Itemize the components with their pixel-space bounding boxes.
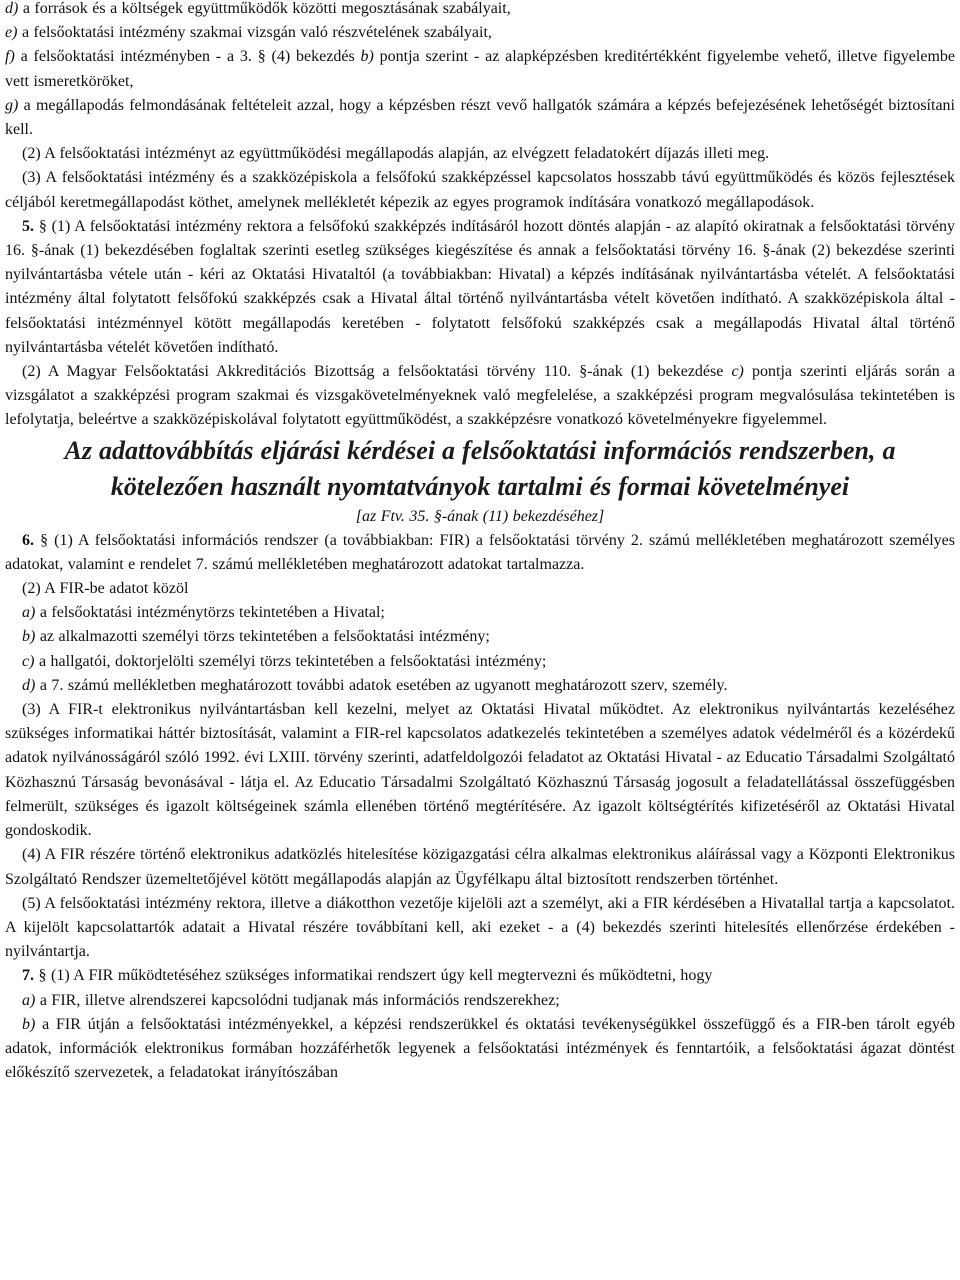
list-item-a2: [5, 989, 955, 1013]
list-item-text: a források és a költségek együttműködők közötti megosztásának szabályait,: [18, 0, 511, 17]
paragraph-text: § (1) A felsőoktatási intézmény rektora a felsőfokú szakképzés indításáról hozott döntés alapján - az alapító okiratnak a felsőoktatási törvény 16. §-ának (1) bekezdésében foglaltak szerinti esetleg szükséges kiegészítése és annak a felsőoktatási törvény 16. §-ának (2) bekezdése szerinti nyilvántartásba vétele után - kéri az Oktatási Hivataltól (a továbbiakban: Hivatal) a képzés indításának nyilvántartásba vételét. A felsőoktatási intézmény által folytatott felsőfokú szakképzés csak a Hivatal által történő nyilvántartásba vételt követően indítható. A szakközépiskola által - felsőoktatási intézménnyel kötött megállapodás keretében - folytatott felsőfokú szakképzés csak a megállapodás Hivatal által történő nyilvántartásba vételét követően indítható.: [5, 217, 955, 356]
list-item-text: a felsőoktatási intézménytörzs tekintetében a Hivatal;: [35, 604, 385, 622]
list-marker: e): [5, 24, 18, 42]
list-item-text-cont: pontja szerint - az alapképzésben kreditértékként figyelembe vehető, illetve figyelembe vett ismeretköröket,: [5, 48, 955, 90]
paragraph-4-2: (2) A felsőoktatási intézményt az együttműködési megállapodás alapján, az elvégzett feladatokért díjazás illeti meg.: [22, 145, 770, 163]
list-item-b: [5, 625, 955, 649]
section-number: 6.: [22, 531, 34, 549]
list-marker: c): [731, 363, 744, 381]
list-item-text: a FIR útján a felsőoktatási intézményekkel, a képzési rendszerükkel és oktatási tevékenységükkel összefüggő és a FIR-ben tárolt egyéb adatok, információk elektronikus formában hozzáférhetők legyenek a felsőoktatási intézmények és fenntartóik, a felsőoktatási ágazat döntést előkészítő szervezetek, a feladatokat irányítószában: [5, 1015, 955, 1082]
list-item-text: a FIR, illetve alrendszerei kapcsolódni tudjanak más információs rendszerekhez;: [35, 991, 560, 1009]
paragraph-text: (2) A Magyar Felsőoktatási Akkreditációs Bizottság a felsőoktatási törvény 110. §-ának (1) bekezdése: [22, 363, 732, 381]
section-6-paragraph-2: (2) A FIR-be adatot közöl: [22, 580, 189, 598]
heading-citation: [az Ftv. 35. §-ának (11) bekezdéséhez]: [355, 507, 605, 525]
list-marker: f): [5, 48, 15, 66]
list-item-b2: [5, 1013, 955, 1086]
list-item-a: [5, 601, 955, 625]
list-marker: c): [22, 652, 35, 670]
list-item-text: a hallgatói, doktorjelölti személyi törzs tekintetében a felsőoktatási intézmény;: [34, 652, 547, 670]
section-7-paragraph-1: [5, 964, 955, 988]
section-5-paragraph-2: [5, 360, 955, 433]
list-item-d2: [5, 674, 955, 698]
list-item-text: a felsőoktatási intézményben - a 3. § (4) bekezdés: [14, 48, 361, 66]
list-marker: d): [22, 676, 36, 694]
section-6-paragraph-3: (3) A FIR-t elektronikus nyilvántartásban kell kezelni, melyet az Oktatási Hivatal működtet. Az elektronikus nyilvántartás kezeléséhez szükséges informatikai háttér biztosítását, valamint a FIR-rel kapcsolatos adatkezelés tekintetében a személyes adatok védelméről és a közérdekű adatok nyilvánosságáról szóló 1992. évi LXIII. törvény szerinti, adatfeldolgozói feladatot az Oktatási Hivatal - az Educatio Társadalmi Szolgáltató Közhasznú Társaság bevonásával - látja el. Az Educatio Társadalmi Szolgáltató Közhasznú Társaság jogosult a feladatellátással összefüggésben felmerült, szükséges és igazolt költségeinek számla ellenében történő megtérítésére. Az igazolt költségtérítés kifizetéséről az Oktatási Hivatal gondoskodik.: [5, 701, 955, 840]
section-5-paragraph-1: [5, 215, 955, 360]
section-number: 7.: [22, 967, 34, 985]
list-item-text: az alkalmazotti személyi törzs tekintetében a felsőoktatási intézmény;: [35, 628, 490, 646]
list-item-d: [5, 0, 955, 21]
list-marker: b): [360, 48, 374, 66]
list-marker: d): [5, 0, 19, 17]
list-item-c: [5, 650, 955, 674]
list-item-f: [5, 45, 955, 93]
list-marker: b): [22, 1015, 36, 1033]
list-marker: g): [5, 96, 19, 114]
paragraph-text: § (1) A felsőoktatási információs rendszer (a továbbiakban: FIR) a felsőoktatási törvény 2. számú mellékletében meghatározott személyes adatokat, valamint e rendelet 7. számú mellékletében meghatározott adatokat tartalmazza.: [5, 531, 955, 573]
section-heading: Az adattovábbítás eljárási kérdései a felsőoktatási információs rendszerben, a kötelezően használt nyomtatványok tartalmi és formai követelményei: [64, 435, 896, 501]
document-body: [5, 0, 955, 1085]
section-6-paragraph-4: (4) A FIR részére történő elektronikus adatközlés hitelesítése közigazgatási célra alkalmas elektronikus aláírással vagy a Központi Elektronikus Szolgáltató Rendszer üzemeltetőjével kötött megállapodás alapján az Ügyfélkapu által biztosított rendszerben történhet.: [5, 846, 955, 888]
section-6-paragraph-1: [5, 529, 955, 577]
list-item-g: [5, 94, 955, 142]
list-item-e: [5, 21, 955, 45]
section-6-paragraph-5: (5) A felsőoktatási intézmény rektora, illetve a diákotthon vezetője kijelöli azt a személyt, aki a FIR kérdésében a Hivatallal tartja a kapcsolatot. A kijelölt kapcsolattartók adatait a Hivatal részére továbbítani kell, aki ezeket - a (4) bekezdés szerinti hitelesítés ellenőrzése érdekében - nyilvántartja.: [5, 894, 955, 961]
paragraph-text-cont: pontja szerinti eljárás során a vizsgálatot a szakképzési program szakmai és vizsgakövetelményeknek való megfelelése, a szakképzési program megvalósulása tekintetében is lefolytatja, beleértve a szakközépiskolával folytatott együttműködést, a szakképzésre vonatkozó követelményekre figyelemmel.: [5, 363, 955, 429]
paragraph-4-3: (3) A felsőoktatási intézmény és a szakközépiskola a felsőfokú szakképzéssel kapcsolatos hosszabb távú együttműködés és közös fejlesztések céljából keretmegállapodást köthet, amelynek mellékletét képezik az egyes programok indítására vonatkozó megállapodások.: [5, 169, 955, 211]
list-item-text: a felsőoktatási intézmény szakmai vizsgán való részvételének szabályait,: [17, 24, 492, 42]
list-marker: a): [22, 991, 36, 1009]
list-marker: b): [22, 628, 36, 646]
list-marker: a): [22, 604, 36, 622]
paragraph-text: § (1) A FIR működtetéséhez szükséges informatikai rendszert úgy kell megtervezni és működtetni, hogy: [34, 967, 713, 985]
list-item-text: a 7. számú mellékletben meghatározott további adatok esetében az ugyanott meghatározott szerv, személy.: [35, 676, 728, 694]
list-item-text: a megállapodás felmondásának feltételeit azzal, hogy a képzésben részt vevő hallgatók számára a képzés befejezésének lehetőségét biztosítani kell.: [5, 96, 955, 139]
section-number: 5.: [22, 217, 34, 235]
